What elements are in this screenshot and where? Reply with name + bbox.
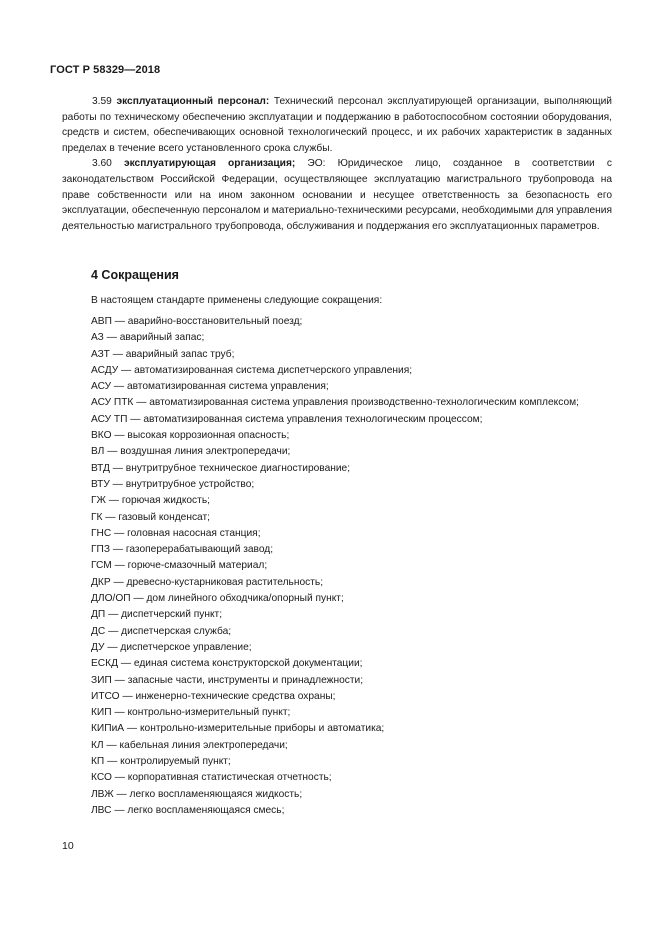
abbreviation-dash: —: [116, 788, 127, 800]
abbreviation-dash: —: [112, 478, 123, 490]
abbreviation-code: ИТСО: [91, 690, 120, 702]
abbreviation-code: АСДУ: [91, 364, 119, 376]
definition-number: 3.60: [92, 158, 112, 170]
abbreviation-item: [62, 347, 612, 363]
abbreviation-code: ЗИП: [91, 674, 112, 686]
abbreviation-dash: —: [108, 625, 119, 637]
abbreviation-code: АСУ ТП: [91, 413, 128, 425]
abbreviation-code: КСО: [91, 772, 112, 784]
abbreviation-code: ВЛ: [91, 446, 105, 458]
abbreviation-text: автоматизированная система управления;: [126, 381, 329, 393]
abbreviation-dash: —: [112, 462, 123, 474]
abbreviation-text: головная насосная станция;: [127, 527, 261, 539]
abbreviation-code: ГСМ: [91, 560, 112, 572]
abbreviation-text: газовый конденсат;: [118, 511, 210, 523]
standard-header: ГОСТ Р 58329—2018: [50, 64, 161, 76]
abbreviation-item: [62, 510, 612, 526]
abbreviation-text: аварийный запас;: [119, 332, 205, 344]
abbreviations-list: [62, 314, 612, 819]
abbreviation-item: [62, 395, 612, 411]
abbreviation-code: КЛ: [91, 739, 104, 751]
abbreviation-code: ДКР: [91, 576, 111, 588]
abbreviation-text: древесно-кустарниковая растительность;: [126, 576, 324, 588]
abbreviation-item: [62, 330, 612, 346]
abbreviation-text: аварийный запас труб;: [125, 348, 235, 360]
abbreviation-code: ДЛО/ОП: [91, 593, 131, 605]
abbreviation-text: автоматизированная система диспетчерского управления;: [134, 364, 413, 376]
abbreviation-item: [62, 444, 612, 460]
abbreviation-item: [62, 689, 612, 705]
abbreviation-text: дом линейного обходчика/опорный пункт;: [146, 593, 344, 605]
abbreviation-text: газоперерабатывающий завод;: [125, 544, 274, 556]
abbreviation-code: КП: [91, 756, 105, 768]
abbreviation-item: [62, 624, 612, 640]
abbreviation-dash: —: [114, 804, 125, 816]
abbreviation-dash: —: [122, 690, 133, 702]
abbreviation-item: [62, 526, 612, 542]
abbreviation-item: [62, 738, 612, 754]
abbreviation-dash: —: [114, 527, 125, 539]
abbreviation-code: ЛВС: [91, 804, 112, 816]
abbreviation-text: кабельная линия электропередачи;: [119, 739, 288, 751]
abbreviation-dash: —: [112, 544, 124, 556]
abbreviation-text: высокая коррозионная опасность;: [127, 430, 290, 442]
abbreviation-dash: —: [113, 381, 125, 393]
abbreviation-dash: —: [133, 593, 144, 605]
abbreviation-text: контрольно-измерительные приборы и автоматика;: [139, 723, 385, 735]
abbreviation-item: [62, 705, 612, 721]
abbreviation-item: [62, 721, 612, 737]
abbreviation-item: [62, 379, 612, 395]
abbreviation-dash: —: [114, 560, 125, 572]
section-intro: В настоящем стандарте применены следующие сокращения:: [91, 295, 383, 306]
abbreviation-dash: —: [114, 772, 125, 784]
abbreviation-item: [62, 575, 612, 591]
abbreviation-code: АСУ: [91, 381, 112, 393]
abbreviation-item: [62, 607, 612, 623]
abbreviation-dash: —: [113, 576, 124, 588]
abbreviation-dash: —: [121, 364, 132, 376]
abbreviation-code: ЕСКД: [91, 658, 118, 670]
abbreviation-item: [62, 412, 612, 428]
abbreviation-item: [62, 314, 612, 330]
abbreviation-code: ГПЗ: [91, 544, 110, 556]
abbreviation-text: автоматизированная система управления технологическим процессом;: [143, 413, 483, 425]
abbreviation-dash: —: [107, 756, 118, 768]
abbreviation-text: единая система конструкторской документации;: [133, 658, 363, 670]
abbreviation-code: ВТУ: [91, 478, 110, 490]
abbreviation-dash: —: [106, 332, 117, 344]
abbreviation-text: диспетчерский пункт;: [121, 609, 223, 621]
abbreviation-code: ДУ: [91, 641, 105, 653]
abbreviation-code: КИП: [91, 707, 112, 719]
abbreviation-item: [62, 493, 612, 509]
abbreviation-code: ГЖ: [91, 495, 106, 507]
abbreviation-code: АСУ ПТК: [91, 397, 134, 409]
definition-term: эксплуатирующая организация;: [123, 158, 296, 170]
definition-3-59: [62, 94, 612, 156]
abbreviation-item: [62, 558, 612, 574]
section-title: 4 Сокращения: [91, 268, 179, 282]
abbreviation-item: [62, 673, 612, 689]
abbreviation-text: диспетчерское управление;: [120, 641, 252, 653]
abbreviation-item: [62, 770, 612, 786]
abbreviation-code: ГНС: [91, 527, 112, 539]
abbreviation-dash: —: [114, 707, 125, 719]
abbreviation-item: [62, 542, 612, 558]
abbreviation-code: АЗТ: [91, 348, 110, 360]
abbreviation-text: диспетчерская служба;: [121, 625, 232, 637]
abbreviation-text: воздушная линия электропередачи;: [120, 446, 291, 458]
abbreviation-item: [62, 640, 612, 656]
abbreviation-code: ЛВЖ: [91, 788, 114, 800]
abbreviation-dash: —: [136, 397, 147, 409]
page-number: 10: [62, 840, 74, 852]
abbreviation-dash: —: [126, 723, 138, 735]
abbreviation-dash: —: [114, 674, 125, 686]
abbreviation-code: ДС: [91, 625, 106, 637]
definition-term: эксплуатационный персонал:: [116, 96, 270, 107]
abbreviation-dash: —: [114, 430, 125, 442]
abbreviation-text: контролируемый пункт;: [120, 756, 231, 768]
abbreviation-text: инженерно-технические средства охраны;: [135, 690, 336, 702]
abbreviation-item: [62, 428, 612, 444]
definition-text: Технический персонал эксплуатирующей организации, выполняющий работы по техническому обеспечению эксплуатации и поддержанию в работоспособном состоянии оборудования, средств и систем, обеспечивающих основной технологический процесс, и их рабочих характеристик в заданных пределах в течение всего установленного срока службы.: [62, 96, 613, 154]
abbreviation-text: автоматизированная система управления производственно-технологическим комплексом;: [149, 397, 579, 409]
abbreviation-item: [62, 656, 612, 672]
abbreviation-code: АВП: [91, 316, 112, 327]
definitions-block: [62, 94, 612, 234]
abbreviation-text: корпоративная статистическая отчетность;: [127, 772, 332, 784]
abbreviation-dash: —: [130, 413, 141, 425]
abbreviation-text: запасные части, инструменты и принадлежности;: [127, 674, 364, 686]
abbreviation-text: аварийно-восстановительный поезд;: [127, 316, 303, 327]
abbreviation-item: [62, 787, 612, 803]
abbreviation-item: [62, 803, 612, 819]
abbreviation-dash: —: [112, 348, 123, 360]
abbreviation-dash: —: [107, 446, 118, 458]
abbreviation-dash: —: [114, 316, 125, 327]
abbreviation-text: легко воспламеняющаяся смесь;: [127, 804, 285, 816]
abbreviation-code: ДП: [91, 609, 106, 621]
abbreviation-code: КИПиА: [91, 723, 125, 735]
abbreviation-text: контрольно-измерительный пункт;: [127, 707, 291, 719]
abbreviation-text: внутритрубное техническое диагностирование;: [125, 462, 351, 474]
abbreviation-code: ВКО: [91, 430, 112, 442]
abbreviation-dash: —: [108, 495, 119, 507]
abbreviation-item: [62, 591, 612, 607]
definition-3-60: [62, 156, 612, 234]
abbreviation-code: ГК: [91, 511, 103, 523]
abbreviation-text: внутритрубное устройство;: [125, 478, 255, 490]
abbreviation-dash: —: [108, 609, 119, 621]
abbreviation-item: [62, 363, 612, 379]
abbreviation-text: горюче-смазочный материал;: [127, 560, 268, 572]
abbreviation-text: горючая жидкость;: [121, 495, 210, 507]
abbreviation-item: [62, 461, 612, 477]
abbreviation-code: ВТД: [91, 462, 110, 474]
definition-number: 3.59: [92, 96, 112, 107]
abbreviation-dash: —: [120, 658, 132, 670]
abbreviation-dash: —: [105, 511, 116, 523]
abbreviation-code: АЗ: [91, 332, 104, 344]
abbreviation-dash: —: [107, 641, 118, 653]
abbreviation-dash: —: [106, 739, 117, 751]
abbreviation-item: [62, 754, 612, 770]
abbreviation-item: [62, 477, 612, 493]
definition-text: ЭО: Юридическое лицо, созданное в соответствии с законодательством Российской Федерации, осуществляющее эксплуатацию магистрального трубопровода на праве собственности или на ином законном основании и несущее ответственность за безопасность его эксплуатации, обеспеченную персоналом и материально-техническими ресурсами, необходимыми для управления деятельностью магистрального трубопровода, обслуживания и поддержания его эксплуатационных параметров.: [62, 158, 612, 232]
abbreviation-text: легко воспламеняющаяся жидкость;: [129, 788, 303, 800]
